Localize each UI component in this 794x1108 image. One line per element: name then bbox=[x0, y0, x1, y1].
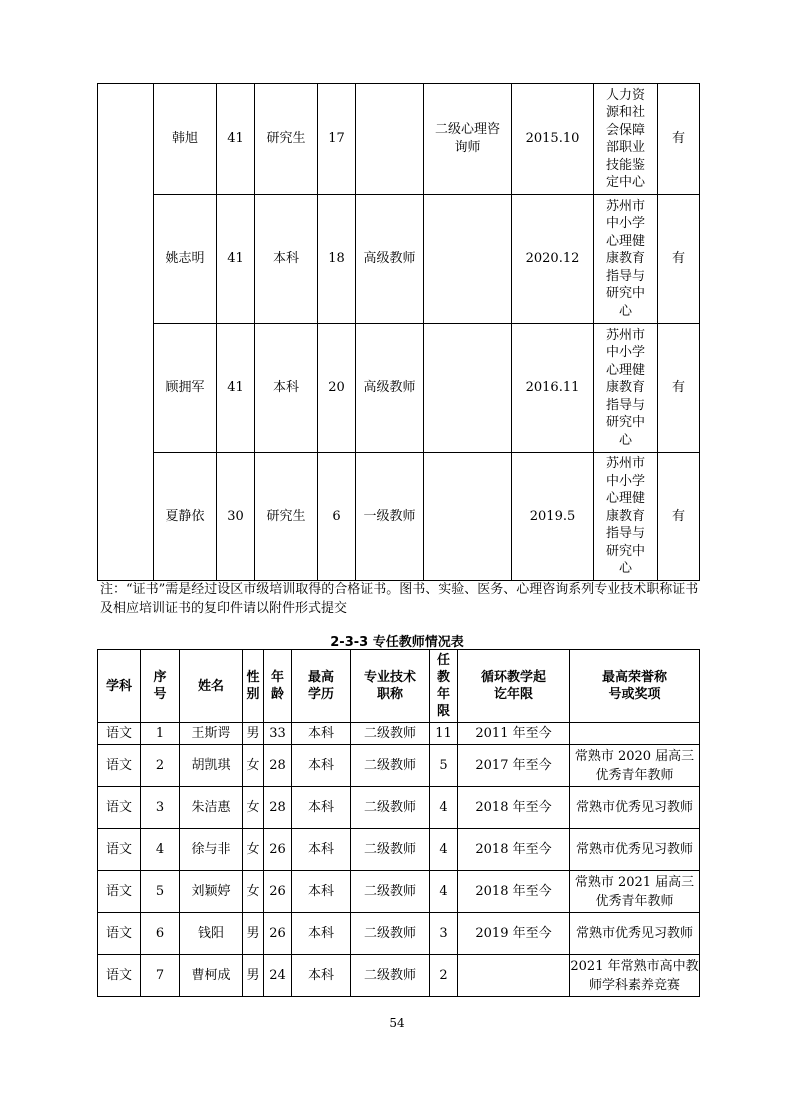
cell-teaching-years: 5 bbox=[430, 745, 458, 787]
cell-cycle-years: 2018 年至今 bbox=[458, 787, 570, 829]
issuing-organization: 苏州市中小学心理健康教育指导与研究中心 bbox=[594, 324, 658, 453]
table-row bbox=[98, 723, 700, 745]
table-row bbox=[98, 745, 700, 787]
cell-honor: 常熟市 2021 届高三优秀青年教师 bbox=[570, 871, 700, 913]
cell-subject: 语文 bbox=[98, 787, 141, 829]
cell-gender: 男 bbox=[243, 913, 264, 955]
header-age: 年龄 bbox=[264, 650, 292, 723]
cell-teaching-years: 4 bbox=[430, 871, 458, 913]
certificate-name bbox=[424, 453, 512, 581]
cell-number: 5 bbox=[141, 871, 180, 913]
cell-title: 二级教师 bbox=[351, 913, 430, 955]
header-number: 序号 bbox=[141, 650, 180, 723]
table-row bbox=[98, 871, 700, 913]
cell-cycle-years: 2017 年至今 bbox=[458, 745, 570, 787]
teaching-years: 18 bbox=[318, 195, 356, 324]
category-cell bbox=[98, 84, 154, 581]
header-cycle-years: 循环教学起讫年限 bbox=[458, 650, 570, 723]
teacher-education: 研究生 bbox=[255, 84, 318, 195]
cell-number: 7 bbox=[141, 955, 180, 997]
header-gender: 性别 bbox=[243, 650, 264, 723]
teacher-name: 夏静依 bbox=[154, 453, 217, 581]
table-row bbox=[98, 955, 700, 997]
cell-title: 二级教师 bbox=[351, 723, 430, 745]
cell-subject: 语文 bbox=[98, 723, 141, 745]
cell-name: 曹柯成 bbox=[180, 955, 243, 997]
professional-title: 一级教师 bbox=[356, 453, 424, 581]
page-number: 54 bbox=[389, 1016, 405, 1030]
cell-title: 二级教师 bbox=[351, 955, 430, 997]
teaching-years: 20 bbox=[318, 324, 356, 453]
cell-education: 本科 bbox=[292, 829, 351, 871]
cell-number: 3 bbox=[141, 787, 180, 829]
certificate-name bbox=[424, 195, 512, 324]
certificate-date: 2016.11 bbox=[512, 324, 594, 453]
cell-gender: 女 bbox=[243, 787, 264, 829]
cell-name: 钱阳 bbox=[180, 913, 243, 955]
cell-education: 本科 bbox=[292, 955, 351, 997]
cell-age: 26 bbox=[264, 913, 292, 955]
cell-subject: 语文 bbox=[98, 871, 141, 913]
cell-name: 徐与非 bbox=[180, 829, 243, 871]
table-caption: 2-3-3 专任教师情况表 bbox=[330, 635, 464, 650]
cell-title: 二级教师 bbox=[351, 745, 430, 787]
header-education: 最高学历 bbox=[292, 650, 351, 723]
cell-cycle-years bbox=[458, 955, 570, 997]
professional-title: 高级教师 bbox=[356, 195, 424, 324]
cell-teaching-years: 4 bbox=[430, 787, 458, 829]
cert-row bbox=[98, 453, 700, 581]
copy-available: 有 bbox=[658, 195, 700, 324]
cell-cycle-years: 2018 年至今 bbox=[458, 829, 570, 871]
teacher-age: 30 bbox=[217, 453, 255, 581]
table-row bbox=[98, 913, 700, 955]
cell-education: 本科 bbox=[292, 745, 351, 787]
table-header-row bbox=[98, 650, 700, 723]
teacher-age: 41 bbox=[217, 195, 255, 324]
cell-name: 刘颖婷 bbox=[180, 871, 243, 913]
cell-teaching-years: 2 bbox=[430, 955, 458, 997]
cell-honor: 常熟市优秀见习教师 bbox=[570, 829, 700, 871]
cell-title: 二级教师 bbox=[351, 871, 430, 913]
cell-gender: 女 bbox=[243, 745, 264, 787]
cell-gender: 女 bbox=[243, 871, 264, 913]
header-name: 姓名 bbox=[180, 650, 243, 723]
copy-available: 有 bbox=[658, 84, 700, 195]
cell-number: 2 bbox=[141, 745, 180, 787]
header-subject: 学科 bbox=[98, 650, 141, 723]
teacher-name: 姚志明 bbox=[154, 195, 217, 324]
cell-teaching-years: 11 bbox=[430, 723, 458, 745]
cell-name: 胡凯琪 bbox=[180, 745, 243, 787]
teacher-name: 韩旭 bbox=[154, 84, 217, 195]
cell-subject: 语文 bbox=[98, 955, 141, 997]
teacher-age: 41 bbox=[217, 324, 255, 453]
teaching-years: 6 bbox=[318, 453, 356, 581]
cell-education: 本科 bbox=[292, 871, 351, 913]
copy-available: 有 bbox=[658, 324, 700, 453]
teacher-education: 本科 bbox=[255, 324, 318, 453]
teacher-table bbox=[97, 649, 700, 997]
teacher-education: 研究生 bbox=[255, 453, 318, 581]
cell-gender: 男 bbox=[243, 723, 264, 745]
cell-age: 26 bbox=[264, 829, 292, 871]
header-title: 专业技术职称 bbox=[351, 650, 430, 723]
cell-number: 1 bbox=[141, 723, 180, 745]
cell-honor bbox=[570, 723, 700, 745]
cell-honor: 常熟市优秀见习教师 bbox=[570, 787, 700, 829]
cell-education: 本科 bbox=[292, 913, 351, 955]
cell-honor: 2021 年常熟市高中教师学科素养竞赛 bbox=[570, 955, 700, 997]
certificate-date: 2015.10 bbox=[512, 84, 594, 195]
cell-gender: 女 bbox=[243, 829, 264, 871]
cell-subject: 语文 bbox=[98, 829, 141, 871]
issuing-organization: 苏州市中小学心理健康教育指导与研究中心 bbox=[594, 453, 658, 581]
cell-cycle-years: 2011 年至今 bbox=[458, 723, 570, 745]
cell-education: 本科 bbox=[292, 787, 351, 829]
certificate-name bbox=[424, 324, 512, 453]
cell-number: 4 bbox=[141, 829, 180, 871]
professional-title bbox=[356, 84, 424, 195]
cell-subject: 语文 bbox=[98, 913, 141, 955]
table-note: 注：“证书”需是经过设区市级培训取得的合格证书。图书、实验、医务、心理咨询系列专业技术职称证书及相应培训证书的复印件请以附件形式提交 bbox=[100, 582, 699, 616]
table-row bbox=[98, 787, 700, 829]
cell-cycle-years: 2019 年至今 bbox=[458, 913, 570, 955]
header-honor: 最高荣誉称号或奖项 bbox=[570, 650, 700, 723]
certificate-table bbox=[97, 83, 700, 581]
cell-age: 24 bbox=[264, 955, 292, 997]
cell-cycle-years: 2018 年至今 bbox=[458, 871, 570, 913]
cert-row bbox=[98, 84, 700, 195]
cell-age: 28 bbox=[264, 745, 292, 787]
professional-title: 高级教师 bbox=[356, 324, 424, 453]
cert-row bbox=[98, 324, 700, 453]
cell-age: 33 bbox=[264, 723, 292, 745]
teacher-age: 41 bbox=[217, 84, 255, 195]
cell-gender: 男 bbox=[243, 955, 264, 997]
table-row bbox=[98, 829, 700, 871]
issuing-organization: 苏州市中小学心理健康教育指导与研究中心 bbox=[594, 195, 658, 324]
cell-age: 26 bbox=[264, 871, 292, 913]
cell-number: 6 bbox=[141, 913, 180, 955]
cell-subject: 语文 bbox=[98, 745, 141, 787]
teacher-name: 顾拥军 bbox=[154, 324, 217, 453]
teaching-years: 17 bbox=[318, 84, 356, 195]
cell-title: 二级教师 bbox=[351, 829, 430, 871]
cell-teaching-years: 3 bbox=[430, 913, 458, 955]
cell-age: 28 bbox=[264, 787, 292, 829]
cell-education: 本科 bbox=[292, 723, 351, 745]
certificate-name: 二级心理咨询师 bbox=[424, 84, 512, 195]
cell-name: 王斯谔 bbox=[180, 723, 243, 745]
teacher-education: 本科 bbox=[255, 195, 318, 324]
cell-honor: 常熟市优秀见习教师 bbox=[570, 913, 700, 955]
cell-title: 二级教师 bbox=[351, 787, 430, 829]
header-teaching-years: 任教年限 bbox=[430, 650, 458, 723]
cell-honor: 常熟市 2020 届高三优秀青年教师 bbox=[570, 745, 700, 787]
cell-teaching-years: 4 bbox=[430, 829, 458, 871]
copy-available: 有 bbox=[658, 453, 700, 581]
issuing-organization: 人力资源和社会保障部职业技能鉴定中心 bbox=[594, 84, 658, 195]
certificate-date: 2019.5 bbox=[512, 453, 594, 581]
cert-row bbox=[98, 195, 700, 324]
certificate-date: 2020.12 bbox=[512, 195, 594, 324]
cell-name: 朱洁惠 bbox=[180, 787, 243, 829]
